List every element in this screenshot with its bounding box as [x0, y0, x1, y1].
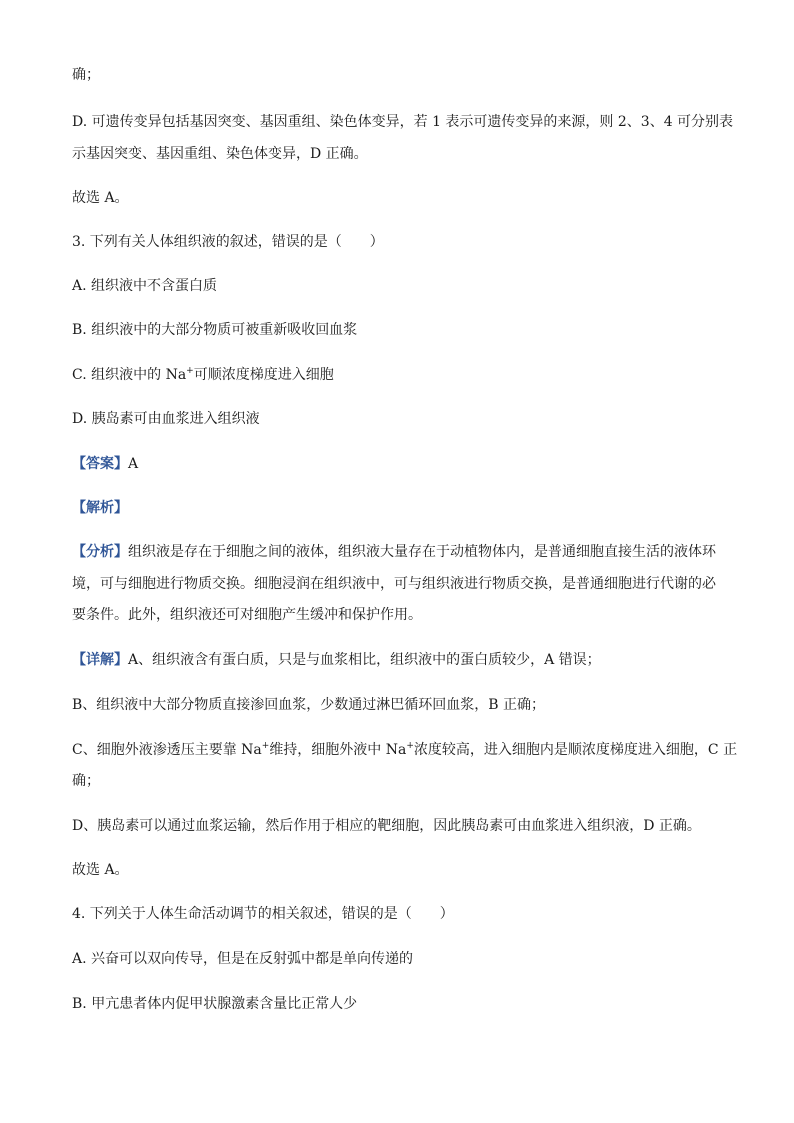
option-text: 可顺浓度梯度进入细胞: [193, 367, 334, 383]
detail-line: D、胰岛素可以通过血浆运输，然后作用于相应的靶细胞，因此胰岛素可由血浆进入组织液，D 正确。: [72, 818, 701, 834]
text-line: 示基因突变、基因重组、染色体变异，D 正确。: [72, 146, 368, 162]
question-4-option-a: A. 兴奋可以双向传导，但是在反射弧中都是单向传递的: [72, 951, 414, 967]
detail-text: C、细胞外液渗透压主要靠 Na: [72, 742, 262, 758]
text-line: 故选 A。: [72, 190, 129, 206]
answer-value: A: [128, 456, 139, 472]
analysis-paragraph-line: 要条件。此外，组织液还可对细胞产生缓冲和保护作用。: [72, 607, 422, 623]
analysis-paragraph-line: [72, 543, 732, 561]
analysis-paragraph-line: 境，可与细胞进行物质交换。细胞浸润在组织液中，可与组织液进行物质交换，是普通细胞进行代谢的必: [72, 576, 716, 592]
question-3-option-b: B. 组织液中的大部分物质可被重新吸收回血浆: [72, 322, 358, 338]
superscript: +: [186, 366, 194, 376]
detail-text: 浓度较高，进入细胞内是顺浓度梯度进入细胞，C 正: [413, 742, 738, 758]
question-4-stem: 4. 下列关于人体生命活动调节的相关叙述，错误的是（ ）: [72, 906, 454, 922]
question-3-stem: 3. 下列有关人体组织液的叙述，错误的是（ ）: [72, 234, 384, 250]
fenxi-tag: 【分析】: [72, 544, 128, 560]
superscript: +: [406, 741, 414, 751]
question-3-option-c: [72, 366, 732, 384]
question-4-option-b: B. 甲亢患者体内促甲状腺激素含量比正常人少: [72, 996, 358, 1012]
xiangjie-tag: 【详解】: [72, 652, 128, 668]
detail-line: B、组织液中大部分物质直接渗回血浆，少数通过淋巴循环回血浆，B 正确；: [72, 697, 546, 713]
text-line: D. 可遗传变异包括基因突变、基因重组、染色体变异，若 1 表示可遗传变异的来源，则 2、3、4 可分别表: [72, 114, 734, 130]
detail-text: A、组织液含有蛋白质，只是与血浆相比，组织液中的蛋白质较少，A 错误；: [128, 652, 601, 668]
analysis-text: 组织液是存在于细胞之间的液体，组织液大量存在于动植物体内，是普通细胞直接生活的液体环: [128, 544, 716, 560]
option-text: C. 组织液中的 Na: [72, 367, 187, 383]
detail-line: 确；: [72, 773, 100, 789]
analysis-tag: 【解析】: [72, 500, 128, 516]
answer-tag: 【答案】: [72, 456, 128, 472]
question-3-option-a: A. 组织液中不含蛋白质: [72, 278, 218, 294]
text-line: 确；: [72, 67, 100, 83]
detail-text: 维持，细胞外液中 Na: [269, 742, 407, 758]
superscript: +: [261, 741, 270, 751]
detail-line: [72, 651, 732, 669]
answer-line: [72, 455, 732, 473]
analysis-line: [72, 499, 732, 517]
detail-line: [72, 741, 738, 759]
detail-line: 故选 A。: [72, 862, 129, 878]
question-3-option-d: D. 胰岛素可由血浆进入组织液: [72, 411, 260, 427]
